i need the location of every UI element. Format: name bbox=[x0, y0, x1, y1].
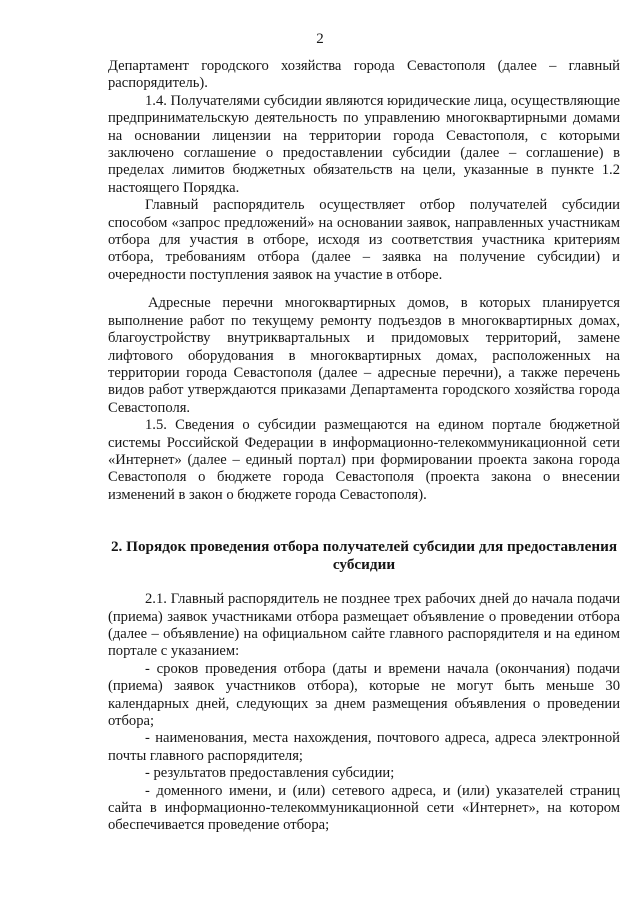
paragraph-1-4: 1.4. Получателями субсидии являются юридические лица, осуществляющие предпринимательскую деятельность по управлению многоквартирными домами на основании лицензии на территории города Севастополя, с которыми заключено соглашение о предоставлении субсидии (далее – соглашение) в пределах лимитов бюджетных обязательств на цели, указанные в пункте 1.2 настоящего Порядка. bbox=[108, 92, 620, 196]
document-body bbox=[108, 58, 620, 835]
list-item-results: - результатов предоставления субсидии; bbox=[145, 765, 395, 782]
paragraph-1-5: 1.5. Сведения о субсидии размещаются на едином портале бюджетной системы Российской Федерации в информационно-телекоммуникационной сети «Интернет» (далее – единый портал) при формировании проекта закона города Севастополя о бюджете города Севастополя (проекта закона о внесении изменений в закон о бюджете города Севастополя). bbox=[108, 417, 620, 503]
paragraph-continuation: Департамент городского хозяйства города Севастополя (далее – главный распорядитель). bbox=[108, 58, 620, 92]
page-number: 2 bbox=[316, 31, 324, 47]
paragraph-address-lists: Адресные перечни многоквартирных домов, в которых планируется выполнение работ по текущему ремонту подъездов в многоквартирных домах, благоустройству внутриквартальных и придомовых территорий, замене лифтового оборудования в многоквартирных домах, расположенных на территории города Севастополя (далее – адресные перечни), а также перечень видов работ утверждаются приказами Департамента городского хозяйства города Севастополя. bbox=[108, 295, 620, 416]
list-item-contacts: - наименования, места нахождения, почтового адреса, адреса электронной почты главного распорядителя; bbox=[108, 730, 620, 764]
paragraph-2-1: 2.1. Главный распорядитель не позднее трех рабочих дней до начала подачи (приема) заявок участниками отбора размещает объявление о проведении отбора (далее – объявление) на официальном сайте главного распорядителя и на едином портале с указанием: bbox=[108, 591, 620, 660]
list-item-deadlines: - сроков проведения отбора (даты и времени начала (окончания) подачи (приема) заявок участников отбора), которые не могут быть меньше 30 календарных дней, следующих за днем размещения объявления о проведении отбора; bbox=[108, 660, 620, 729]
paragraph-selection-method: Главный распорядитель осуществляет отбор получателей субсидии способом «запрос предложений» на основании заявок, направленных участникам отбора для участия в отборе, исходя из соответствия участника критериям отбора, требованиям отбора (далее – заявка на получение субсидии) и очередности поступления заявок на участие в отборе. bbox=[108, 197, 620, 283]
list-item-domain: - доменного имени, и (или) сетевого адреса, и (или) указателей страниц сайта в информационно-телекоммуникационной сети «Интернет», на котором обеспечивается проведение отбора; bbox=[108, 782, 620, 834]
section-heading: 2. Порядок проведения отбора получателей субсидии для предоставления субсидии bbox=[110, 538, 618, 574]
